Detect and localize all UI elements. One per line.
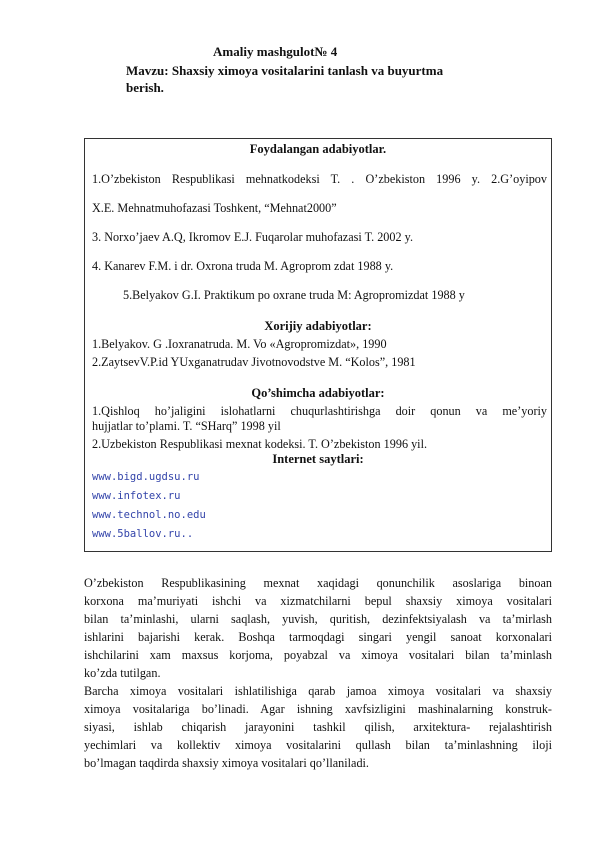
paragraph-line: bo’lmagan taqdirda shaxsiy ximoya vositalari qo’llaniladi. <box>84 756 369 770</box>
used-literature-heading: Foydalangan adabiyotlar. <box>249 142 387 156</box>
extra-literature-heading: Qo’shimcha adabiyotlar: <box>251 386 385 400</box>
body-paragraph-2 <box>84 682 552 772</box>
reference-item: 2.Uzbekiston Respublikasi mexnat kodeksi. T. O’zbekiston 1996 yil. <box>92 437 428 451</box>
website-link[interactable]: www.5ballov.ru.. <box>92 528 194 540</box>
reference-item: X.E. Mehnatmuhofazasi Toshkent, “Mehnat2000” <box>92 201 337 215</box>
reference-item: hujjatlar to’plami. T. “SHarq” 1998 yil <box>92 419 281 433</box>
reference-item: 2.ZaytsevV.P.id YUxganatrudav Jivotnovodstve M. “Kolos”, 1981 <box>92 355 416 369</box>
topic-title <box>126 62 506 96</box>
paragraph-line: ishchilarini xam maxsus korjoma, poyabzal va ximoya vositalari bilan ta’minlash <box>84 648 552 662</box>
reference-item: 3. Norxo’jaev A.Q, Ikromov E.J. Fuqarolar muhofazasi T. 2002 y. <box>92 230 413 244</box>
paragraph-line: O’zbekiston Respublikasining mexnat xaqidagi qonunchilik asoslariga binoan <box>84 576 552 590</box>
website-link[interactable]: www.infotex.ru <box>92 490 181 502</box>
internet-sites-heading: Internet saytlari: <box>272 452 364 466</box>
paragraph-line: siyasi, ishlab chiqarish jarayonini tashkil qilish, arxitektura- rejalashtirish <box>84 720 552 734</box>
topic-line-2: berish. <box>126 80 164 95</box>
paragraph-line: ximoya vositalariga bo’linadi. Agar ishning xavfsizligini mashinalarning konstruk- <box>84 702 552 716</box>
website-link[interactable]: www.technol.no.edu <box>92 509 206 521</box>
website-link[interactable]: www.bigd.ugdsu.ru <box>92 471 200 483</box>
paragraph-line: Barcha ximoya vositalari ishlatilishiga qarab jamoa ximoya vositalari va shaxsiy <box>84 684 552 698</box>
references-box <box>84 138 552 552</box>
reference-item: 1.O’zbekiston Respublikasi mehnatkodeksi T. . O’zbekiston 1996 y. 2.G’oyipov <box>92 172 547 186</box>
paragraph-line: ishlarini bajarishi kerak. Boshqa tarmoqdagi singari yengil sanoat korxonalari <box>84 630 552 644</box>
reference-item: 5.Belyakov G.I. Praktikum po oxrane truda M: Agropromizdat 1988 y <box>123 288 465 302</box>
reference-item: 1.Belyakov. G .Ioxranatruda. M. Vo «Agropromizdat», 1990 <box>92 337 387 351</box>
paragraph-line: ko’zda tutilgan. <box>84 666 161 680</box>
paragraph-line: bilan ta’minlashi, ularni saqlash, yuvish, quritish, dezinfektsiyalash va ta’mirlash <box>84 612 552 626</box>
topic-line-1: Mavzu: Shaxsiy ximoya vositalarini tanlash va buyurtma <box>126 63 444 78</box>
reference-item: 1.Qishloq ho’jaligini islohatlarni chuqurlashtirishga doir qonun va me’yoriy <box>92 404 547 418</box>
foreign-literature-heading: Xorijiy adabiyotlar: <box>264 319 372 333</box>
page-title: Amaliy mashgulot№ 4 <box>213 44 338 59</box>
body-paragraph-1 <box>84 574 552 682</box>
paragraph-line: korxona ma’muriyati ishchi va xizmatchilarni bepul shaxsiy ximoya vositalari <box>84 594 552 608</box>
reference-item: 4. Kanarev F.M. i dr. Oxrona truda M. Agroprom zdat 1988 y. <box>92 259 394 273</box>
paragraph-line: yechimlari va kollektiv ximoya vositalarini qullash bilan ta’minlashning iloji <box>84 738 552 752</box>
